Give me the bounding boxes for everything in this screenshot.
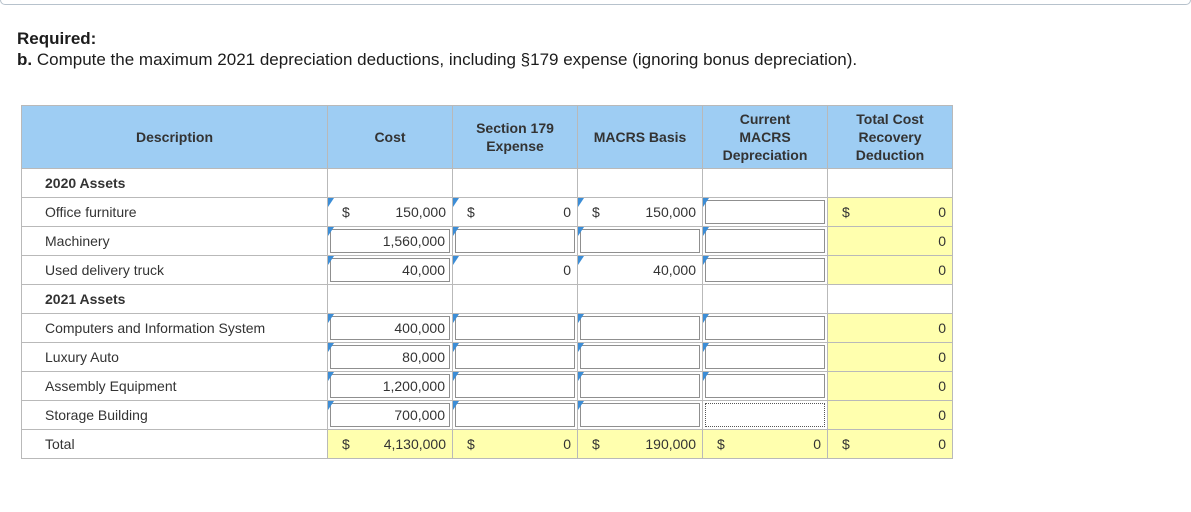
macrs-basis-input[interactable] [580,345,700,369]
section179-cell[interactable] [453,372,578,401]
header-row [22,106,953,169]
current-macrs-cell[interactable] [703,401,828,430]
section179-value: 0 [563,262,571,278]
total-deduction-value: 0 [938,320,946,336]
macrs-basis-cell[interactable] [578,198,703,227]
col-header-current-macrs-line2: MACRS [739,129,791,145]
table-row-computers [22,314,953,343]
dollar-sign: $ [342,436,350,452]
cost-value: 700,000 [394,407,445,423]
input-marker-icon [703,372,709,381]
panel-top-border [0,0,1191,5]
part-label: b. [17,50,33,69]
empty-cell [578,169,703,198]
dollar-sign: $ [592,436,600,452]
total-cost-value: 4,130,000 [383,436,446,452]
input-marker-icon [578,256,584,265]
input-marker-icon [453,227,459,236]
input-marker-icon [328,343,334,352]
input-marker-icon [328,314,334,323]
input-marker-icon [578,401,584,410]
total-macrs-basis-value: 190,000 [645,436,696,452]
col-header-total-cost-line3: Deduction [855,147,925,163]
col-header-section179-line1: Section 179 [476,120,554,136]
table-row-assembly-equipment [22,372,953,401]
input-marker-icon [578,343,584,352]
section179-input[interactable] [455,403,575,427]
macrs-basis-input[interactable] [580,229,700,253]
input-marker-icon [328,372,334,381]
table-row-used-delivery-truck [22,256,953,285]
section179-cell[interactable] [453,343,578,372]
total-deduction-value: 0 [938,407,946,423]
section179-cell[interactable] [453,401,578,430]
total-deduction-cell [828,314,953,343]
cost-input[interactable] [330,374,450,398]
row-label: Assembly Equipment [22,372,328,401]
current-macrs-cell[interactable] [703,314,828,343]
empty-cell [328,169,453,198]
current-macrs-input-focused[interactable] [705,403,825,427]
col-header-section179 [453,106,578,169]
total-deduction-cell [828,401,953,430]
empty-cell [453,169,578,198]
cost-value: 1,560,000 [382,233,445,249]
macrs-basis-cell[interactable] [578,343,703,372]
section179-cell[interactable] [453,314,578,343]
input-marker-icon [328,256,334,265]
part-text: Compute the maximum 2021 depreciation deductions, including §179 expense (ignoring bonus depreciation). [36,50,858,69]
empty-cell [828,285,953,314]
macrs-basis-value: 150,000 [645,204,696,220]
col-header-cost: Cost [328,106,453,169]
dollar-sign: $ [467,436,475,452]
grand-total-deduction-value: 0 [938,436,946,452]
current-macrs-cell[interactable] [703,343,828,372]
table-row-machinery [22,227,953,256]
total-current-macrs-cell [703,430,828,459]
macrs-basis-cell[interactable] [578,227,703,256]
cost-cell [328,343,453,372]
section-label-2020: 2020 Assets [22,169,328,198]
cost-value: 80,000 [402,349,445,365]
macrs-basis-cell[interactable] [578,256,703,285]
empty-cell [703,285,828,314]
total-deduction-cell [828,343,953,372]
macrs-basis-cell[interactable] [578,372,703,401]
section179-value: 0 [563,204,571,220]
dollar-sign: $ [467,204,475,220]
total-deduction-cell [828,198,953,227]
section179-cell[interactable] [453,256,578,285]
row-label: Machinery [22,227,328,256]
table-row-office-furniture [22,198,953,227]
current-macrs-cell[interactable] [703,198,828,227]
macrs-basis-input[interactable] [580,403,700,427]
current-macrs-input[interactable] [705,200,825,224]
dollar-sign: $ [717,436,725,452]
input-marker-icon [328,401,334,410]
total-macrs-basis-cell [578,430,703,459]
row-label: Luxury Auto [22,343,328,372]
current-macrs-input[interactable] [705,316,825,340]
empty-cell [703,169,828,198]
input-marker-icon [328,198,334,207]
current-macrs-input[interactable] [705,229,825,253]
input-marker-icon [703,227,709,236]
cost-input[interactable] [330,229,450,253]
current-macrs-cell[interactable] [703,372,828,401]
table-row-total [22,430,953,459]
cost-cell [328,198,453,227]
current-macrs-cell[interactable] [703,256,828,285]
cost-cell [328,372,453,401]
current-macrs-input[interactable] [705,258,825,282]
total-deduction-cell [828,256,953,285]
section179-input[interactable] [455,229,575,253]
input-marker-icon [578,314,584,323]
current-macrs-input[interactable] [705,345,825,369]
input-marker-icon [578,227,584,236]
dollar-sign: $ [592,204,600,220]
section-label-2021: 2021 Assets [22,285,328,314]
depreciation-table [21,105,953,459]
section179-cell[interactable] [453,198,578,227]
required-heading: Required: [17,29,97,48]
macrs-basis-cell[interactable] [578,314,703,343]
dollar-sign: $ [342,204,350,220]
col-header-current-macrs [703,106,828,169]
macrs-basis-cell[interactable] [578,401,703,430]
total-deduction-value: 0 [938,233,946,249]
table-row-luxury-auto [22,343,953,372]
input-marker-icon [703,314,709,323]
total-current-macrs-value: 0 [813,436,821,452]
cost-cell [328,314,453,343]
cost-input[interactable] [330,316,450,340]
col-header-current-macrs-line3: Depreciation [722,147,808,163]
macrs-basis-input[interactable] [580,374,700,398]
total-section179-cell [453,430,578,459]
total-deduction-value: 0 [938,378,946,394]
col-header-current-macrs-line1: Current [739,111,791,127]
input-marker-icon [578,372,584,381]
section179-input[interactable] [455,316,575,340]
cost-value: 150,000 [395,204,446,220]
row-label-total: Total [22,430,328,459]
row-label: Office furniture [22,198,328,227]
question-text [17,50,857,70]
col-header-total-cost-line2: Recovery [858,129,922,145]
total-deduction-value: 0 [938,349,946,365]
cost-value: 1,200,000 [382,378,445,394]
empty-cell [328,285,453,314]
row-label: Computers and Information System [22,314,328,343]
table-row-storage-building [22,401,953,430]
current-macrs-input[interactable] [705,374,825,398]
section179-input[interactable] [455,374,575,398]
cost-input[interactable] [330,403,450,427]
total-section179-value: 0 [563,436,571,452]
col-header-total-cost-line1: Total Cost [856,111,924,127]
cost-input[interactable] [330,345,450,369]
empty-cell [453,285,578,314]
empty-cell [828,169,953,198]
total-cost-cell [328,430,453,459]
total-deduction-value: 0 [938,204,946,220]
macrs-basis-value: 40,000 [653,262,696,278]
input-marker-icon [578,198,584,207]
cost-cell [328,256,453,285]
input-marker-icon [328,227,334,236]
dollar-sign: $ [842,204,850,220]
row-label: Storage Building [22,401,328,430]
total-deduction-value: 0 [938,262,946,278]
input-marker-icon [453,314,459,323]
col-header-description: Description [22,106,328,169]
cost-input[interactable] [330,258,450,282]
macrs-basis-input[interactable] [580,316,700,340]
col-header-total-cost [828,106,953,169]
input-marker-icon [453,343,459,352]
col-header-section179-line2: Expense [486,138,544,154]
input-marker-icon [453,198,459,207]
dollar-sign: $ [842,436,850,452]
current-macrs-cell[interactable] [703,227,828,256]
input-marker-icon [453,401,459,410]
cost-cell [328,227,453,256]
section-row-2020 [22,169,953,198]
section-row-2021 [22,285,953,314]
input-marker-icon [703,343,709,352]
col-header-macrs-basis: MACRS Basis [578,106,703,169]
input-marker-icon [453,372,459,381]
grand-total-deduction-cell [828,430,953,459]
section179-cell[interactable] [453,227,578,256]
cost-cell [328,401,453,430]
total-deduction-cell [828,372,953,401]
row-label: Used delivery truck [22,256,328,285]
empty-cell [578,285,703,314]
cost-value: 40,000 [402,262,445,278]
cost-value: 400,000 [394,320,445,336]
input-marker-icon [703,256,709,265]
input-marker-icon [703,198,709,207]
input-marker-icon [453,256,459,265]
total-deduction-cell [828,227,953,256]
section179-input[interactable] [455,345,575,369]
